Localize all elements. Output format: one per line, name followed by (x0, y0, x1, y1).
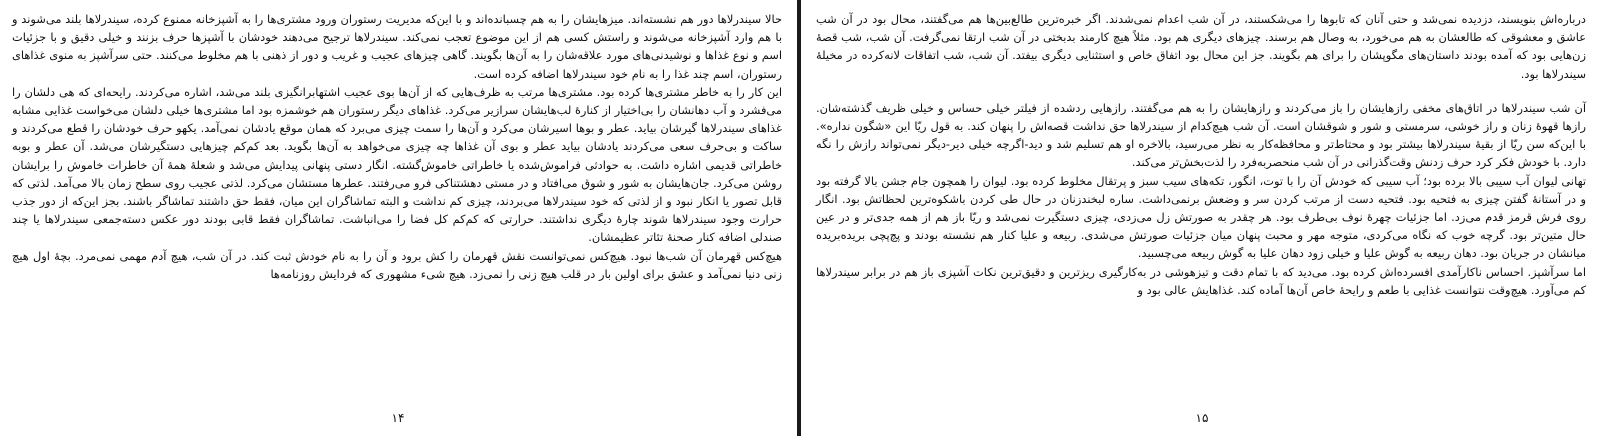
right-paragraph-2: آن شب سیندرلاها در اتاق‌های مخفی رازهایشان را باز می‌کردند و رازهایشان را به هم می‌گفتند. رازهایی ردشده از فیلتر خیلی حساس و خیلی ظریف گذشته‌شان. رازها قهوهٔ زنان و راز خوشی، سرمستی و شور و شوقشان است. آن شب هیچ‌کدام از سیندرلاها حق نداشت قصه‌اش را پنهان کند. به قول ریّا این «شگون نداره». با این‌که سن ریّا از بقیهٔ سیندرلاها بیشتر بود و محتاط‌تر و محافظه‌کار به نظر می‌رسید، بالاخره او هم تسلیم شد و دید-اگرچه خیلی دیر-دیگر نمی‌تواند رازش را نگه دارد. با خودش فکر کرد حرف زدنش وقت‌گذرانی در آن شب منحصربه‌فرد را لذت‌بخش‌تر می‌کند. (816, 100, 1586, 170)
page-divider (797, 0, 801, 436)
right-page (804, 0, 1600, 436)
left-paragraph-1: حالا سیندرلاها دور هم نشسته‌اند. میزهایشان را به هم چسبانده‌اند و با این‌که مدیریت رستوران ورود مشتری‌ها را به آشپزخانه ممنوع کرده، سیندرلاها بلند می‌شوند و با هم وارد آشپزخانه می‌شوند و راستش کسی هم از این موضوع تعجب نمی‌کند. سیندرلاها ترجیح می‌دهند خودشان با آشپزها حرف بزنند و خیلی دقیق و با جزئیات اسم و نوع غذاها و نوشیدنی‌های مورد علاقه‌شان را به آن‌ها بگویند. گاهی چیزهای عجیب و غریب و دور از ذهنی با هم مخلوط می‌کنند. حتی سرآشپز به منوی غذاهای رستوران، اسم چند غذا را به نام خود سیندرلاها اضافه کرده است. (12, 12, 782, 81)
right-paragraph-3: تهانی لیوان آب سیبی بالا برده بود؛ آب سیبی که خودش آن را با توت، انگور، تکه‌های سیب سبز و پرتقال مخلوط کرده بود. لیوان را همچون جام جشن بالا گرفته بود و در آستانهٔ گفتن چیزی به فتحیه بود. فتحیه دست از مرتب کردن سر و وضعش برنمی‌داشت. ساره لبخندزنان در حال طی کردن باشکوه‌ترین لحظاتش بود. انگار روی فرش قرمز قدم می‌زد. اما جزئیات چهرهٔ نوف بی‌طرف بود. هر چقدر به صورتش زل می‌زدی، چیزی دستگیرت نمی‌شد و ریّا باز هم از همه جدی‌تر و در عین حال متین‌تر بود. گرچه خوب که نگاه می‌کردی، متوجه مهر و محبت پنهان میان جزئیات صورتش می‌شدی. ربیعه و علیا کنار هم نشسته بودند و پچ‌پچی بریده‌بریده میانشان در جریان بود. دهان ربیعه به گوش علیا و خیلی زود دهان علیا به گوش ربیعه می‌چسبید. (816, 173, 1586, 261)
left-paragraph-2: این کار را به خاطر مشتری‌ها کرده بود. مشتری‌ها مرتب به ظرف‌هایی که از آن‌ها بوی عجیب اشتهابرانگیزی بلند می‌شد، اشاره می‌کردند. رایحه‌ای که هی دلشان را می‌فشرد و آب دهانشان را بی‌اختیار از کنارهٔ لب‌هایشان سرازیر می‌کرد. غذاهای دیگر رستوران هم خوشمزه بود اما مشتری‌ها خیلی دلشان می‌خواست غذایی مشابه غذاهای سیندرلاها گیرشان بیاید. عطر و بوها اسیرشان می‌کرد و آن‌ها را سمت چیزی می‌برد که همان موقع یادشان نمی‌آمد. یکهو حرف خودشان را قطع می‌کردند و ساکت و بی‌حرف سعی می‌کردند یادشان بیاید عطر و بوی آن غذاها چه چیزی می‌خواهد به آن‌ها بگوید. بعد کم‌کم چیزهایی دستگیرشان می‌شد. آن عطر و بوبه خاطراتی قدیمی اشاره داشت. به حوادثی فراموش‌شده یا خاطراتی خاموش‌گشته. انگار دستی پنهانی پیدایش می‌شد و شعلهٔ همهٔ آن خاطرات خاموش را برایشان روشن می‌کرد. جان‌هایشان به شور و شوق می‌افتاد و در مستی دهشتناکی فرو می‌رفتند. عطرها مستشان می‌کرد. لذتی عجیب روی سطح زمان بالا می‌آمد. لذتی که قابل تصور یا انکار نبود و از لذتی که خود سیندرلاها می‌بردند، چیزی کم نداشت و البته تماشاگران این میان، فقط حق داشتند تماشاگر باشند. بجز این‌که از دور جذب حرارت وجود سیندرلاها شوند چارهٔ دیگری نداشتند. حرارتی که کم‌کم کل فضا را می‌انباشت. تماشاگران فقط قابی بودند دور عکس دسته‌جمعی سیندرلاها یا چند صندلی اضافه کنار صحنهٔ تئاتر عظیمشان. (12, 84, 782, 245)
right-page-number: ۱۵ (1195, 411, 1209, 425)
left-paragraph-3: هیچ‌کس قهرمان آن شب‌ها نبود. هیچ‌کس نمی‌توانست نقش قهرمان را کش برود و آن را به نام خودش ثبت کند. در آن شب، هیچ آدم مهمی نمی‌مرد. بچهٔ اول هیچ زنی دنیا نمی‌آمد و عشق برای اولین بار در قلب هیچ زنی را نمی‌زد. هیچ شیء مشهوری که فردایش روزنامه‌ها (12, 248, 782, 281)
right-paragraph-4: اما سرآشپز. احساس ناکارآمدی افسرده‌اش کرده بود. می‌دید که با تمام دقت و تیزهوشی در به‌کارگیری ریزترین و دقیق‌ترین نکات آشپزی باز هم در برابر سیندرلاها کم می‌آورد. هیچ‌وقت نتوانست غذایی با طعم و رایحهٔ خاص آن‌ها آماده کند. غذاهایش عالی بود و (816, 264, 1586, 297)
left-page-number: ۱۴ (391, 411, 405, 425)
left-page (0, 0, 796, 436)
right-paragraph-1: درباره‌اش بنویسند، دزدیده نمی‌شد و حتی آنان که تابوها را می‌شکستند، در آن شب اعدام نمی‌شدند. اگر خبره‌ترین طالع‌بین‌ها هم می‌گفتند، محال بود در آن شب عاشق و معشوقی که طالعشان به هم می‌خورد، به وصال هم برسند. چیزهای دیگری هم بود. مثلاً هیچ کارمند بدبختی در آن شب ارتقا نمی‌گرفت. آن شب، شب قصهٔ زن‌هایی بود که آمده بودند داستان‌های مگوپشان را برای هم بگویند. جز این محال بود اتفاق خاص و استثنایی دیگری بیفتد. آن شب، شب اتفاقات لانه‌کرده در مخیلهٔ سیندرلاها بود. (816, 12, 1586, 81)
